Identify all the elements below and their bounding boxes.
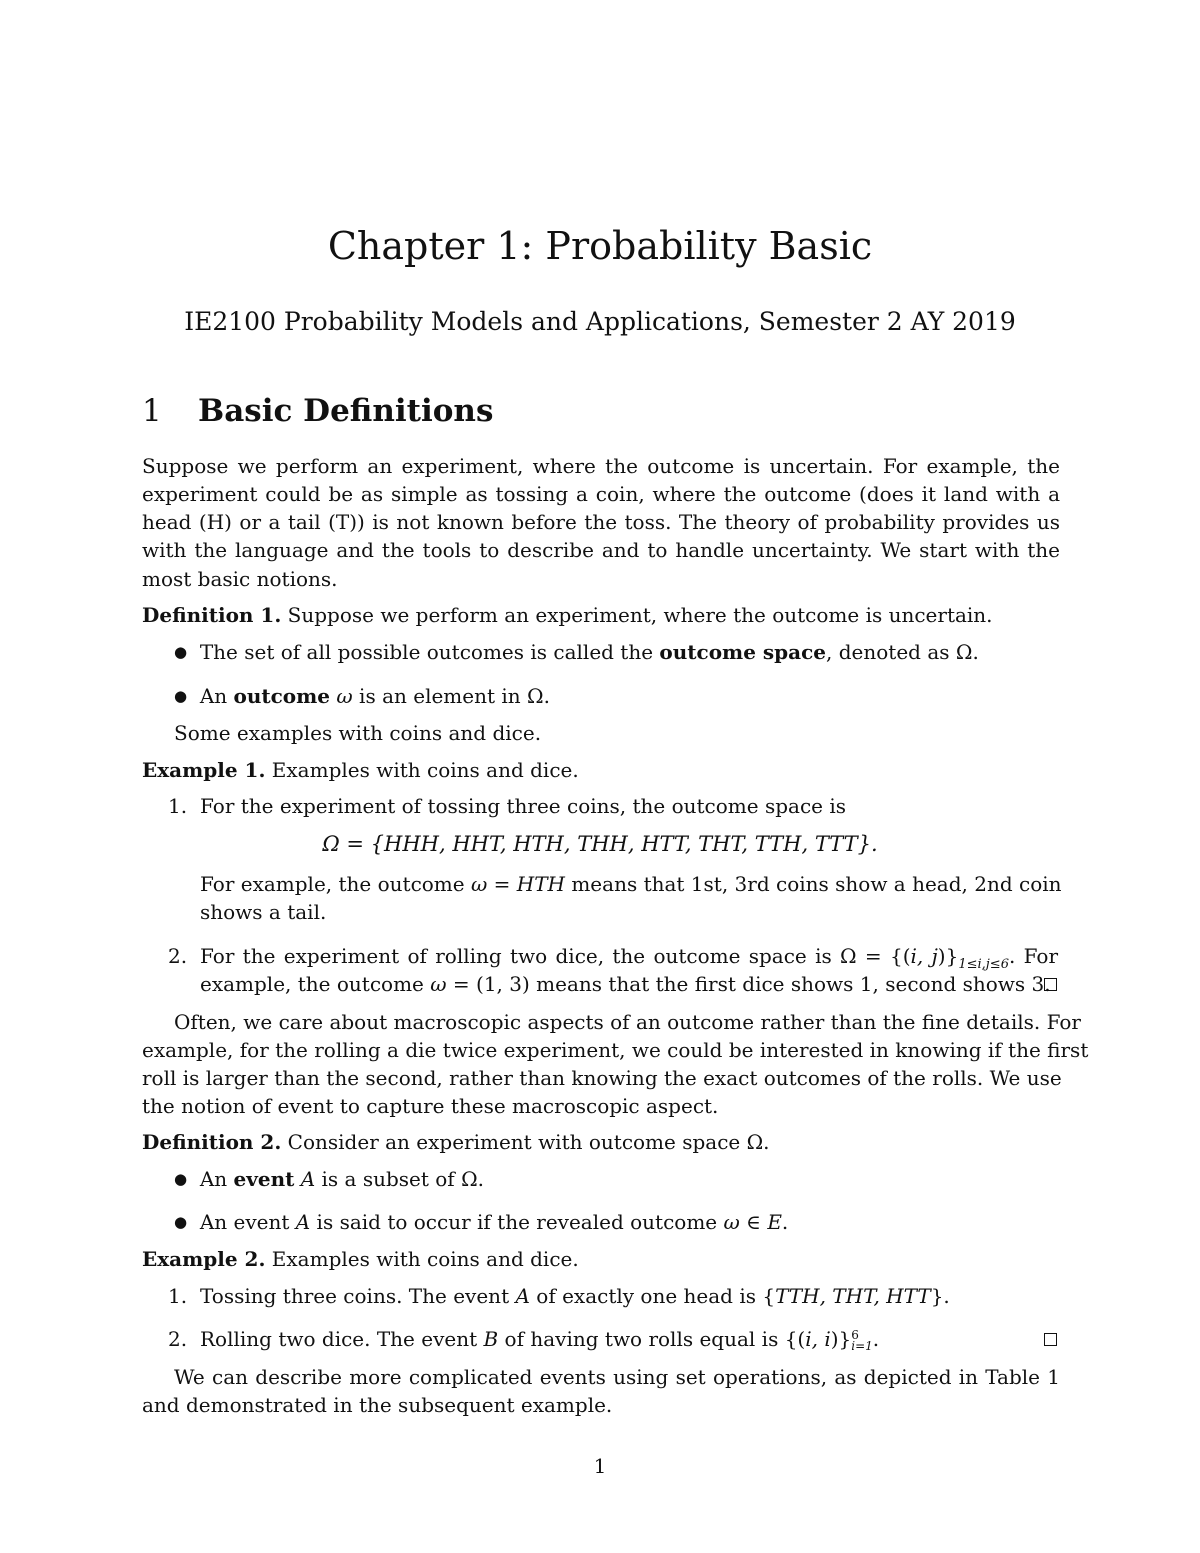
definition-2-label: Definition 2.	[142, 1130, 282, 1154]
intro-line-3: head (H) or a tail (T)) is not known before the toss. The theory of probability provides us	[142, 510, 1060, 534]
definition-1-text: Suppose we perform an experiment, where the outcome is uncertain.	[287, 603, 993, 627]
bullet-icon: ●	[174, 1170, 188, 1188]
definition-1	[142, 601, 993, 629]
bullet-icon: ●	[174, 1213, 188, 1231]
example-1	[142, 756, 579, 784]
example-2-text: Examples with coins and dice.	[271, 1247, 579, 1271]
example-1-item-1-text: For the experiment of tossing three coins, the outcome space is	[200, 794, 847, 818]
example-1-text: Examples with coins and dice.	[271, 758, 579, 782]
paragraph-3-line-1: We can describe more complicated events using set operations, as depicted in Table 1	[174, 1365, 1060, 1389]
section-heading	[142, 389, 493, 433]
intro-line-5: most basic notions.	[142, 567, 338, 591]
example-2-item-2-text: Rolling two dice. The event B of having two rolls equal is {(i, i)} 6 i=1 .	[200, 1327, 880, 1353]
definition-2-text: Consider an experiment with outcome space Ω.	[287, 1130, 770, 1154]
bullet-icon: ●	[174, 687, 188, 705]
example-1-item-2-line-2: example, the outcome ω = (1, 3) means that the first dice shows 1, second shows 3.	[200, 972, 1051, 996]
page-subtitle: IE2100 Probability Models and Applications, Semester 2 AY 2019	[184, 307, 1016, 336]
example-2	[142, 1245, 579, 1273]
example-1-item-2-number: 2.	[168, 944, 188, 968]
paragraph-2-line-4: the notion of event to capture these macroscopic aspect.	[142, 1094, 719, 1118]
paragraph-3-line-2: and demonstrated in the subsequent example.	[142, 1393, 613, 1417]
example-1-item-2-line-1: For the experiment of rolling two dice, the outcome space is Ω = {(i, $j)\}_{1\le i,j\le 6}$. For	[200, 944, 1059, 972]
definition-2-bullet-2: ● An event A is said to occur if the revealed outcome ω ∈ E.	[174, 1210, 789, 1234]
example-1-item-1-cont-2: shows a tail.	[200, 900, 327, 924]
outcome-space-equation: Ω = {HHH, HHT, HTH, THH, HTT, THT, TTH, TTT}.	[322, 832, 878, 856]
definition-1-bullet-1: ● The set of all possible outcomes is called the outcome space, denoted as Ω.	[174, 640, 979, 664]
example-2-label: Example 2.	[142, 1247, 266, 1271]
intro-line-4: with the language and the tools to describe and to handle uncertainty. We start with the	[142, 538, 1060, 562]
section-number: 1	[142, 393, 162, 429]
example-2-item-1-text: Tossing three coins. The event A of exactly one head is {TTH, THT, HTT}.	[200, 1284, 950, 1308]
definition-1-after: Some examples with coins and dice.	[174, 721, 542, 745]
example-2-item-1-number: 1.	[168, 1284, 188, 1308]
page-title: Chapter 1: Probability Basic	[327, 224, 873, 268]
example-1-label: Example 1.	[142, 758, 266, 782]
intro-line-2: experiment could be as simple as tossing a coin, where the outcome (does it land with a	[142, 482, 1060, 506]
definition-2-bullet-1: ● An event A is a subset of Ω.	[174, 1167, 485, 1191]
definition-1-label: Definition 1.	[142, 603, 282, 627]
section-title: Basic Definitions	[198, 393, 494, 429]
paragraph-2-line-2: example, for the rolling a die twice experiment, we could be interested in knowing if the first	[142, 1038, 1089, 1062]
bullet-icon: ●	[174, 643, 188, 661]
page-number: 1	[593, 1454, 607, 1478]
example-2-item-2-number: 2.	[168, 1327, 188, 1351]
paragraph-2-line-1: Often, we care about macroscopic aspects of an outcome rather than the fine details. For	[174, 1010, 1081, 1034]
definition-2	[142, 1128, 770, 1156]
qed-square-icon	[1044, 1333, 1057, 1346]
definition-1-bullet-2: ● An outcome ω is an element in Ω.	[174, 684, 550, 708]
intro-line-1: Suppose we perform an experiment, where the outcome is uncertain. For example, the	[142, 454, 1060, 478]
qed-square-icon	[1044, 978, 1057, 991]
example-1-item-1-cont-1: For example, the outcome ω = HTH means that 1st, 3rd coins show a head, 2nd coin	[200, 872, 1062, 896]
example-1-item-1-number: 1.	[168, 794, 188, 818]
paragraph-2-line-3: roll is larger than the second, rather than knowing the exact outcomes of the rolls. We use	[142, 1066, 1062, 1090]
